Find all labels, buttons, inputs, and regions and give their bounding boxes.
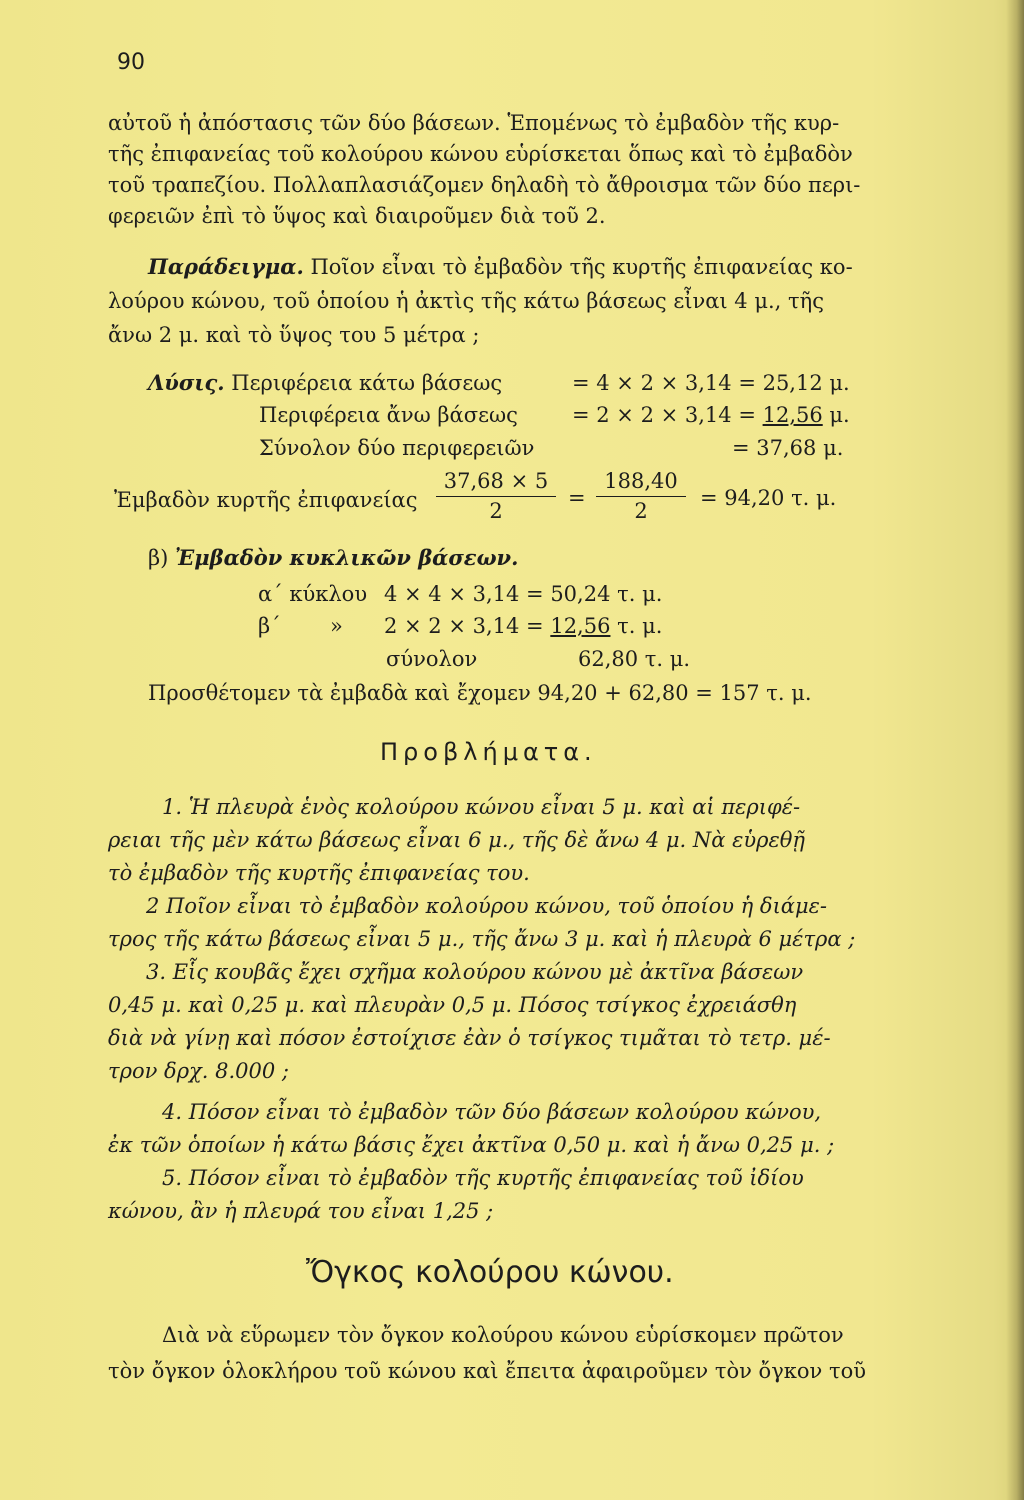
area-result: = 94,20 τ. μ. [700,486,837,510]
bases-label: Ἐμβαδὸν κυκλικῶν βάσεων. [175,545,519,570]
example-line-1 [148,252,853,282]
bases-b-ditto: » [330,614,343,638]
bases-label-prefix: β) [148,546,176,570]
bases-b-row [384,611,662,641]
bases-heading [148,543,518,573]
bases-sum-value: 62,80 τ. μ. [578,647,691,671]
problem-line: 5. Πόσον εἶναι τὸ ἐμβαδὸν τῆς κυρτῆς ἐπιφανείας τοῦ ἰδίου [162,1166,804,1190]
intro-line-4: φερειῶν ἐπὶ τὸ ὕψος καὶ διαιροῦμεν διὰ τοῦ 2. [108,204,606,228]
problem-line: 2 Ποῖον εἶναι τὸ ἐμβαδὸν κολούρου κώνου, τοῦ ὁποίου ἡ διάμε- [146,894,827,918]
bases-b-value: 2 × 2 × 3,14 = [384,614,551,638]
solution-row-1 [148,368,502,398]
area-label: Ἐμβαδὸν κυρτῆς ἐπιφανείας [114,488,418,512]
bases-a-value: 4 × 4 × 3,14 = 50,24 τ. μ. [384,582,663,606]
problem-line: διὰ νὰ γίνῃ καὶ πόσον ἐστοίχισε ἐὰν ὁ τσίγκος τιμᾶται τὸ τετρ. μέ- [108,1026,831,1050]
problem-line: 0,45 μ. καὶ 0,25 μ. καὶ πλευρὰν 0,5 μ. Πόσος τσίγκος ἐχρειάσθη [108,993,797,1017]
problem-line: ρειαι τῆς μὲν κάτω βάσεως εἶναι 6 μ., τῆς δὲ ἄνω 4 μ. Νὰ εὑρεθῇ [108,828,805,852]
page-number: 90 [117,50,145,75]
problem-line: κώνου, ἂν ἡ πλευρά του εἶναι 1,25 ; [108,1199,494,1223]
solution-r3-value: = 37,68 μ. [732,436,844,460]
problem-line: ἐκ τῶν ὁποίων ἡ κάτω βάσις ἔχει ἀκτῖνα 0,50 μ. καὶ ἡ ἄνω 0,25 μ. ; [108,1133,835,1157]
example-label: Παράδειγμα. [148,254,304,279]
intro-line-3: τοῦ τραπεζίου. Πολλαπλασιάζομεν δηλαδὴ τὸ ἄθροισμα τῶν δύο περι- [108,173,861,197]
fraction-2-denominator: 2 [634,499,648,523]
example-text-1: Ποῖον εἶναι τὸ ἐμβαδὸν τῆς κυρτῆς ἐπιφανείας κο- [310,255,853,279]
fraction-2-numerator: 188,40 [596,467,686,497]
section-title: Ὄγκος κολούρου κώνου. [306,1255,674,1290]
solution-r2-unit: μ. [829,403,850,427]
bases-b-unit: τ. μ. [617,614,663,638]
section-line-2: τὸν ὄγκον ὁλοκλήρου τοῦ κώνου καὶ ἔπειτα ἀφαιροῦμεν τὸν ὄγκον τοῦ [108,1359,866,1383]
bases-total: Προσθέτομεν τὰ ἐμβαδὰ καὶ ἔχομεν 94,20 + 62,80 = 157 τ. μ. [148,681,812,705]
problems-title: Προβλήματα. [380,738,597,766]
section-line-1: Διὰ νὰ εὕρωμεν τὸν ὄγκον κολούρου κώνου εὑρίσκομεν πρῶτον [162,1323,844,1347]
solution-r3-label: Σύνολον δύο περιφερειῶν [259,436,535,460]
fraction-equals: = [568,486,586,510]
solution-r1-value: = 4 × 2 × 3,14 = 25,12 μ. [572,371,850,395]
problem-line: 3. Εἷς κουβᾶς ἔχει σχῆμα κολούρου κώνου μὲ ἀκτῖνα βάσεων [146,960,804,984]
problem-line: τὸ ἐμβαδὸν τῆς κυρτῆς ἐπιφανείας του. [108,861,530,885]
fraction-1-numerator: 37,68 × 5 [436,467,556,497]
fraction-2 [596,467,686,525]
solution-r2-row [572,400,850,430]
page-edge-shadow [1006,0,1024,1500]
fraction-1-denominator: 2 [489,499,503,523]
problem-line: τρον δρχ. 8.000 ; [108,1059,289,1083]
bases-b-label: β΄ [258,614,281,638]
bases-sum-label: σύνολον [386,647,478,671]
problem-line: 4. Πόσον εἶναι τὸ ἐμβαδὸν τῶν δύο βάσεων κολούρου κώνου, [162,1100,822,1124]
bases-a-label: α΄ κύκλου [258,582,368,606]
solution-r2-value: = 2 × 2 × 3,14 = [572,403,763,427]
solution-r1-label: Περιφέρεια κάτω βάσεως [231,371,503,395]
intro-line-1: αὐτοῦ ἡ ἀπόστασις τῶν δύο βάσεων. Ἑπομένως τὸ ἐμβαδὸν τῆς κυρ- [108,111,840,135]
solution-r2-label: Περιφέρεια ἄνω βάσεως [259,403,518,427]
problem-line: 1. Ἡ πλευρὰ ἑνὸς κολούρου κώνου εἶναι 5 μ. καὶ αἱ περιφέ- [162,795,801,819]
fraction-1 [436,467,556,525]
example-line-3: ἄνω 2 μ. καὶ τὸ ὕψος του 5 μέτρα ; [108,323,480,347]
example-line-2: λούρου κώνου, τοῦ ὁποίου ἡ ἀκτὶς τῆς κάτω βάσεως εἶναι 4 μ., τῆς [108,289,824,313]
problem-line: τρος τῆς κάτω βάσεως εἶναι 5 μ., τῆς ἄνω 3 μ. καὶ ἡ πλευρὰ 6 μέτρα ; [108,927,856,951]
bases-b-result: 12,56 [550,614,611,638]
intro-line-2: τῆς ἐπιφανείας τοῦ κολούρου κώνου εὑρίσκεται ὅπως καὶ τὸ ἐμβαδὸν [108,142,853,166]
solution-r2-result: 12,56 [762,403,823,427]
solution-label: Λύσις. [148,370,225,395]
